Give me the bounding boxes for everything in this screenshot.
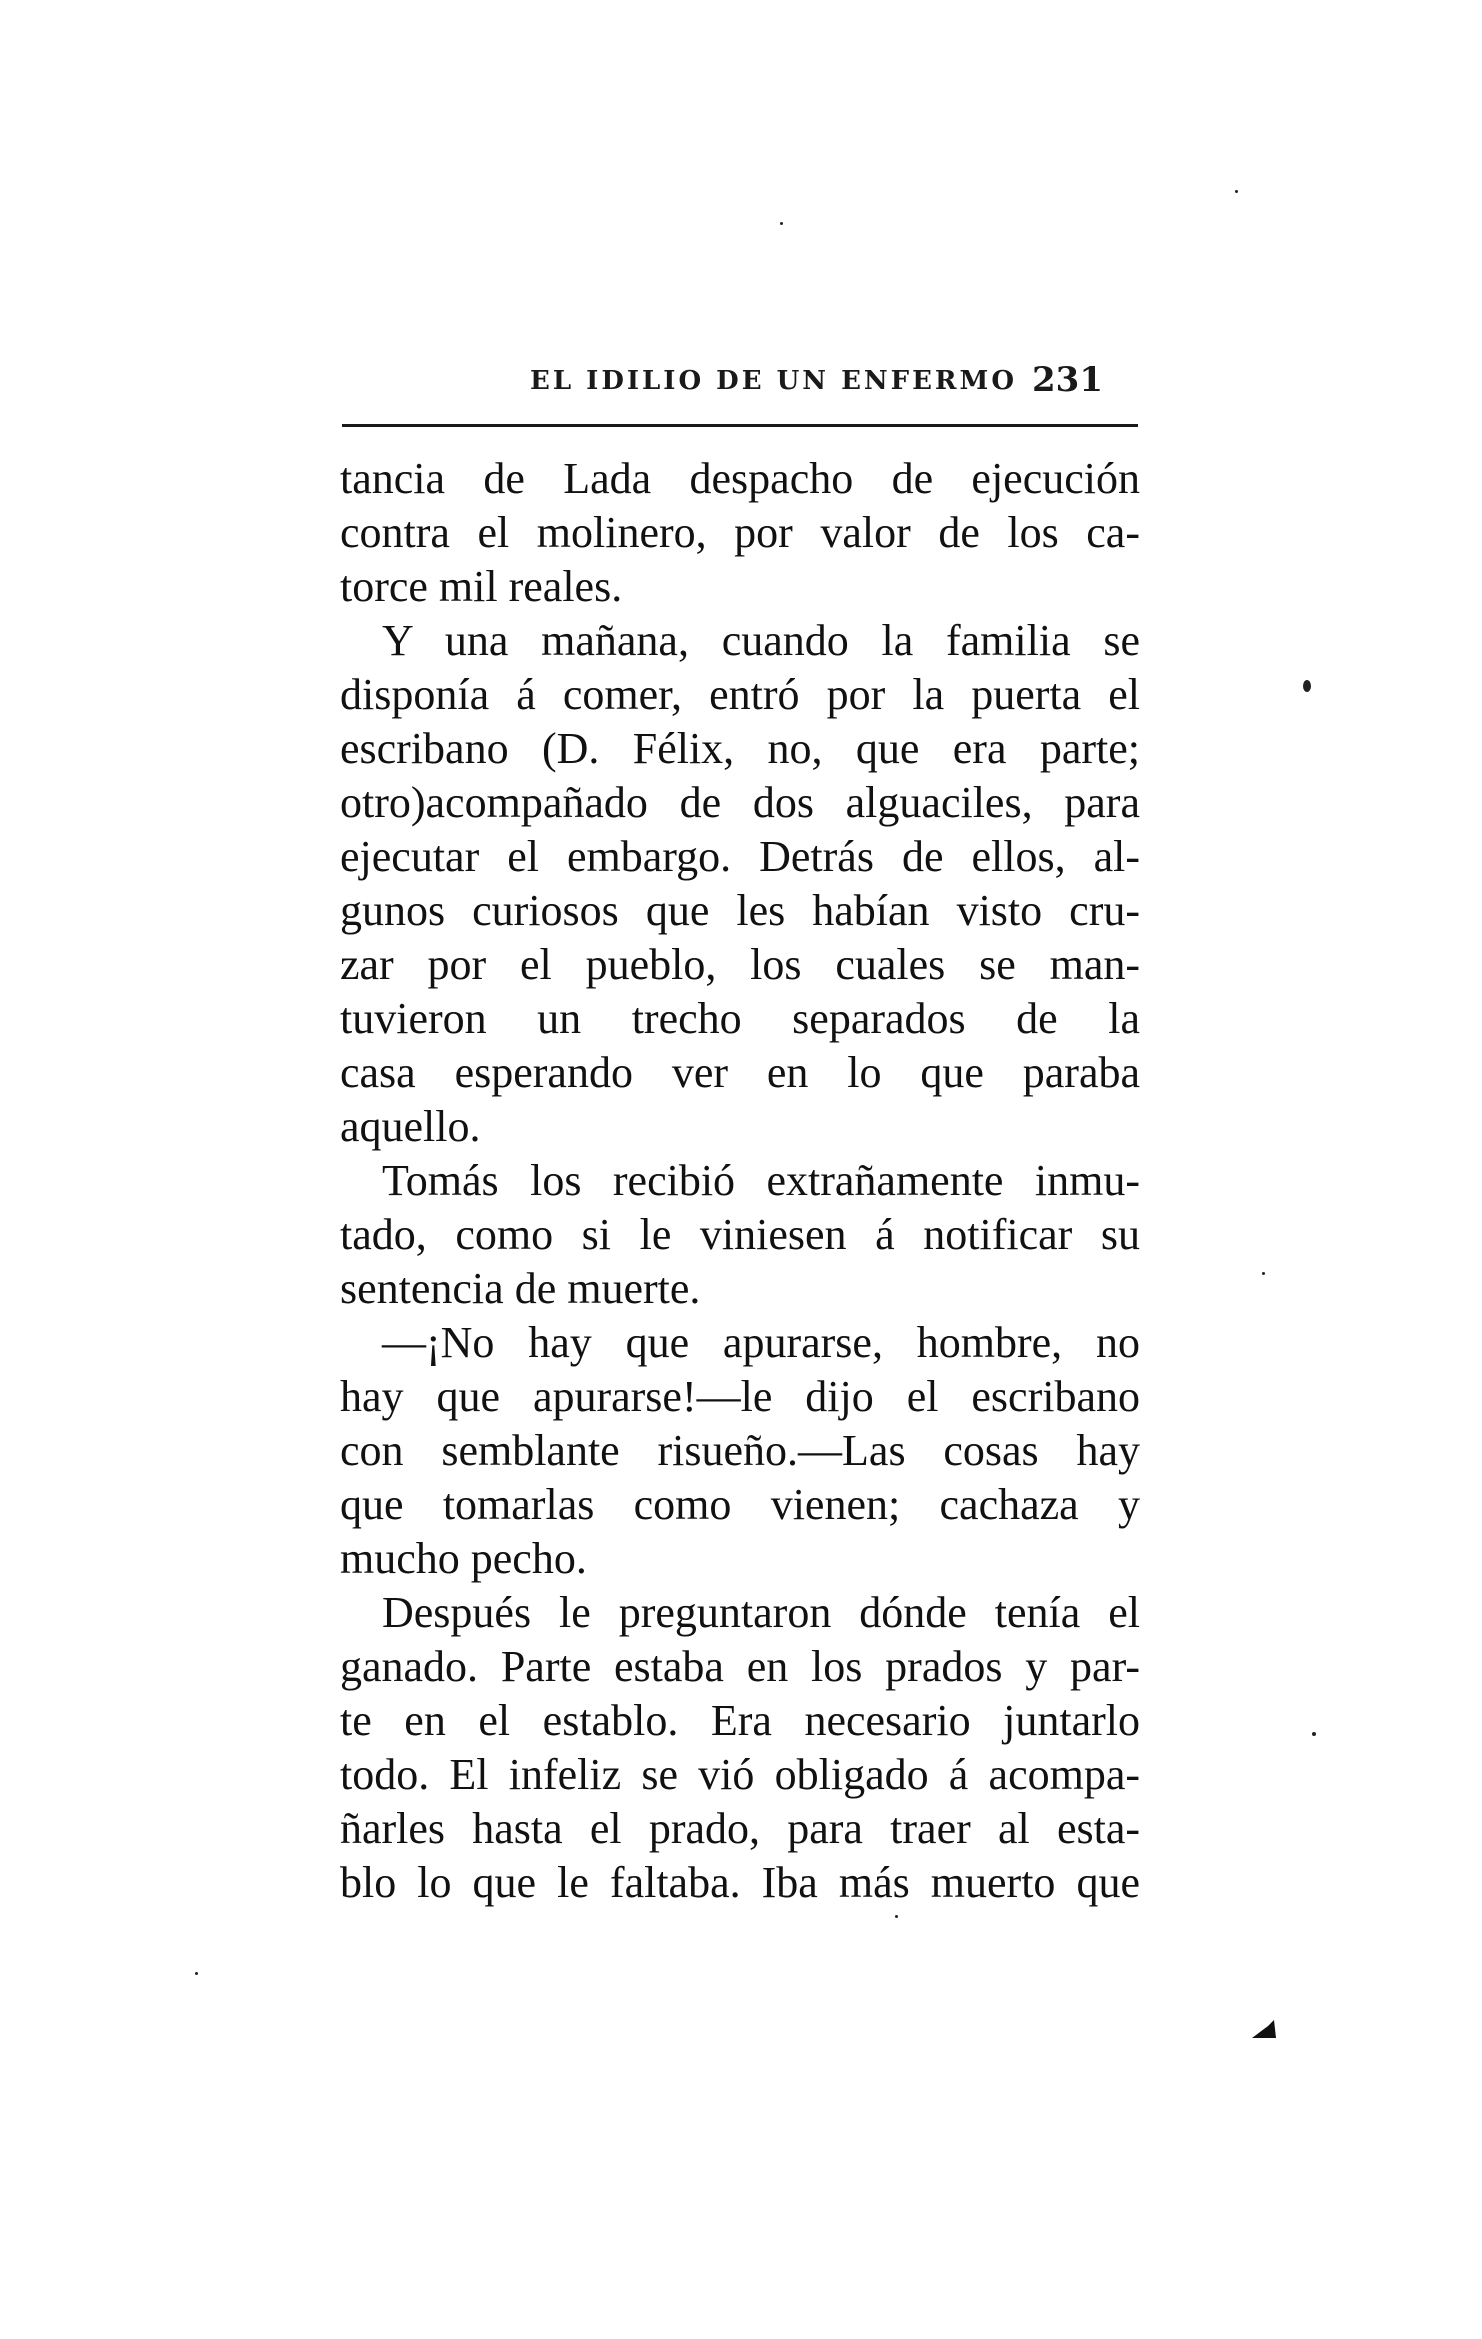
text-line: ganado. Parte estaba en los prados y par- — [340, 1642, 1140, 1691]
text-line: disponía á comer, entró por la puerta el — [340, 670, 1140, 719]
scan-mark-icon — [1250, 2018, 1278, 2040]
running-title: EL IDILIO DE UN ENFERMO — [530, 366, 1017, 396]
header-rule — [342, 424, 1138, 427]
text-line: ñarles hasta el prado, para traer al esta- — [340, 1804, 1140, 1853]
text-line: te en el establo. Era necesario juntarlo — [340, 1696, 1140, 1745]
text-line: aquello. — [340, 1102, 481, 1151]
text-line: tado, como si le viniesen á notificar su — [340, 1210, 1140, 1259]
text-line: Tomás los recibió extrañamente inmu- — [382, 1156, 1140, 1205]
text-line: tuvieron un trecho separados de la — [340, 994, 1140, 1043]
text-line: Después le preguntaron dónde tenía el — [382, 1588, 1140, 1637]
page-number: 231 — [1032, 360, 1103, 400]
text-line: casa esperando ver en lo que paraba — [340, 1048, 1140, 1097]
text-line: contra el molinero, por valor de los ca- — [340, 508, 1140, 557]
text-line: Y una mañana, cuando la familia se — [382, 616, 1140, 665]
scan-speck — [195, 1972, 198, 1975]
text-line: tancia de Lada despacho de ejecución — [340, 454, 1140, 503]
text-line: todo. El infeliz se vió obligado á acompa- — [340, 1750, 1140, 1799]
text-line: sentencia de muerte. — [340, 1264, 701, 1313]
text-line: que tomarlas como vienen; cachaza y — [340, 1480, 1140, 1529]
scan-speck — [1235, 190, 1238, 193]
text-line: zar por el pueblo, los cuales se man- — [340, 940, 1140, 989]
text-line: ejecutar el embargo. Detrás de ellos, al- — [340, 832, 1140, 881]
scan-speck — [1312, 1732, 1316, 1736]
text-line: gunos curiosos que les habían visto cru- — [340, 886, 1140, 935]
text-line: hay que apurarse!—le dijo el escribano — [340, 1372, 1140, 1421]
scan-speck — [1262, 1272, 1265, 1275]
body-text — [340, 452, 1140, 1910]
text-line: escribano (D. Félix, no, que era parte; — [340, 724, 1140, 773]
text-line: mucho pecho. — [340, 1534, 587, 1583]
text-line: blo lo que le faltaba. Iba más muerto que — [340, 1858, 1140, 1907]
text-line: otro)acompañado de dos alguaciles, para — [340, 778, 1140, 827]
text-line: torce mil reales. — [340, 562, 623, 611]
page-header — [342, 360, 1142, 410]
text-line: con semblante risueño.—Las cosas hay — [340, 1426, 1140, 1475]
scan-speck — [780, 222, 783, 225]
text-line: —¡No hay que apurarse, hombre, no — [382, 1318, 1140, 1367]
scan-speck — [895, 1915, 898, 1918]
scan-speck — [1303, 680, 1311, 692]
